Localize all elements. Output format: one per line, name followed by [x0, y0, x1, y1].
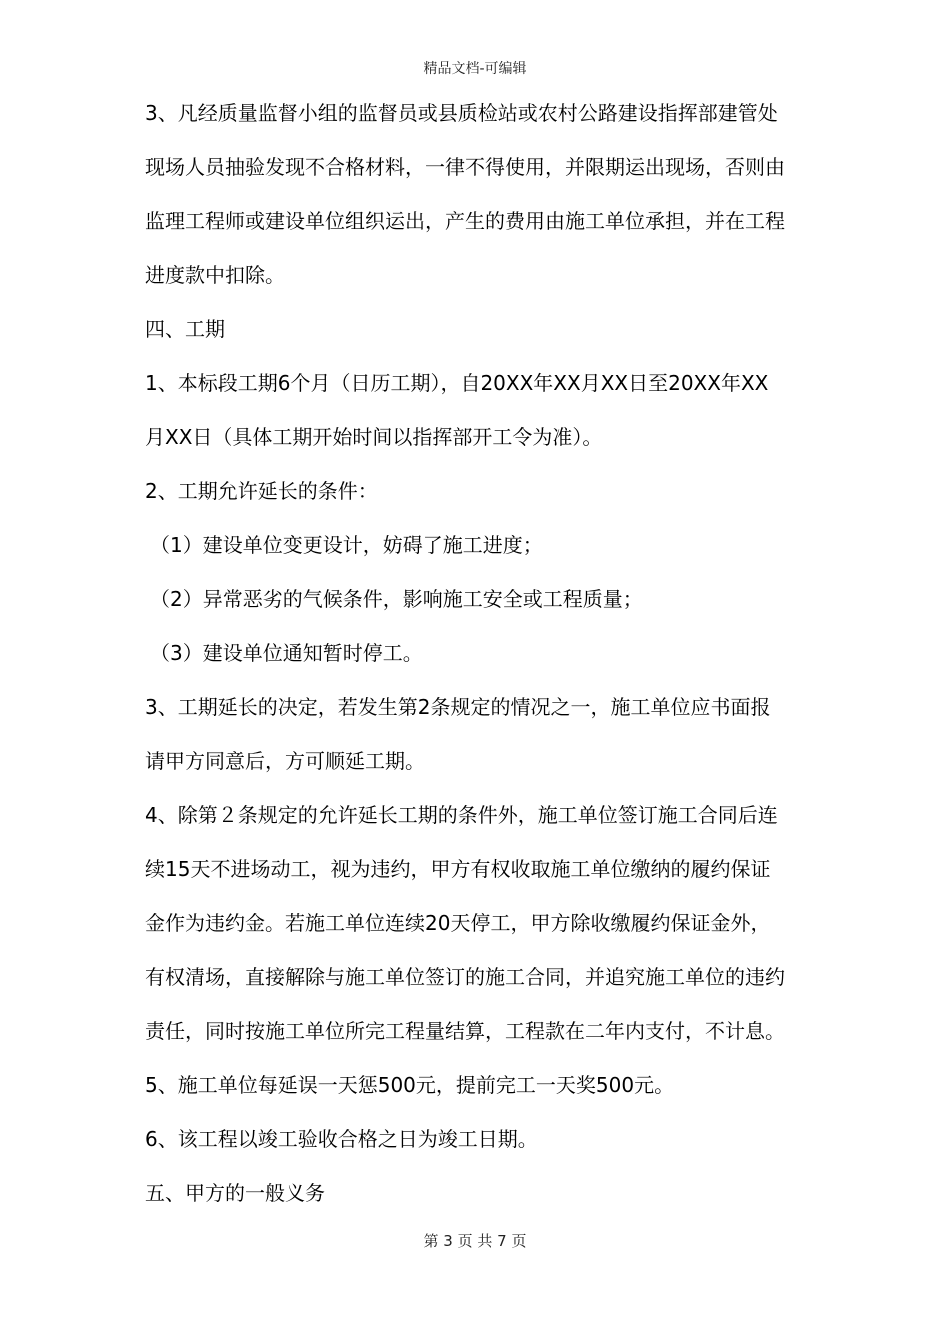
paragraph-line: 请甲方同意后，方可顺延工期。 [145, 749, 425, 773]
paragraph-line: 监理工程师或建设单位组织运出，产生的费用由施工单位承担，并在工程 [145, 209, 785, 233]
page-footer: 第 3 页 共 7 页 [423, 1232, 527, 1250]
paragraph-line: 2、工期允许延长的条件： [145, 479, 378, 503]
list-item: （2）异常恶劣的气候条件，影响施工安全或工程质量； [150, 587, 643, 611]
paragraph-line: 1、本标段工期6个月（日历工期），自20XX年XX月XX日至20XX年XX [145, 371, 769, 395]
list-item: （1）建设单位变更设计，妨碍了施工进度； [150, 533, 543, 557]
page-header: 精品文档-可编辑 [423, 61, 527, 77]
paragraph-line: 现场人员抽验发现不合格材料，一律不得使用，并限期运出现场，否则由 [145, 155, 785, 179]
document-body [145, 86, 815, 1220]
paragraph-line: 4、除第２条规定的允许延长工期的条件外，施工单位签订施工合同后连 [145, 803, 778, 827]
paragraph-line: 进度款中扣除。 [145, 263, 285, 287]
list-item: （3）建设单位通知暂时停工。 [150, 641, 423, 665]
paragraph-line: 3、凡经质量监督小组的监督员或县质检站或农村公路建设指挥部建管处 [145, 101, 778, 125]
paragraph-line: 责任，同时按施工单位所完工程量结算，工程款在二年内支付，不计息。 [145, 1019, 785, 1043]
paragraph-line: 3、工期延长的决定，若发生第2条规定的情况之一，施工单位应书面报 [145, 695, 771, 719]
section-heading: 五、甲方的一般义务 [145, 1181, 325, 1205]
paragraph-line: 金作为违约金。若施工单位连续20天停工，甲方除收缴履约保证金外， [145, 911, 771, 935]
section-heading: 四、工期 [145, 317, 225, 341]
paragraph-line: 续15天不进场动工，视为违约，甲方有权收取施工单位缴纳的履约保证 [145, 857, 771, 881]
paragraph-line: 有权清场，直接解除与施工单位签订的施工合同，并追究施工单位的违约 [145, 965, 785, 989]
paragraph-line: 月XX日（具体工期开始时间以指挥部开工令为准）。 [145, 425, 603, 449]
paragraph-line: 5、施工单位每延误一天惩500元，提前完工一天奖500元。 [145, 1073, 675, 1097]
paragraph-line: 6、该工程以竣工验收合格之日为竣工日期。 [145, 1127, 538, 1151]
